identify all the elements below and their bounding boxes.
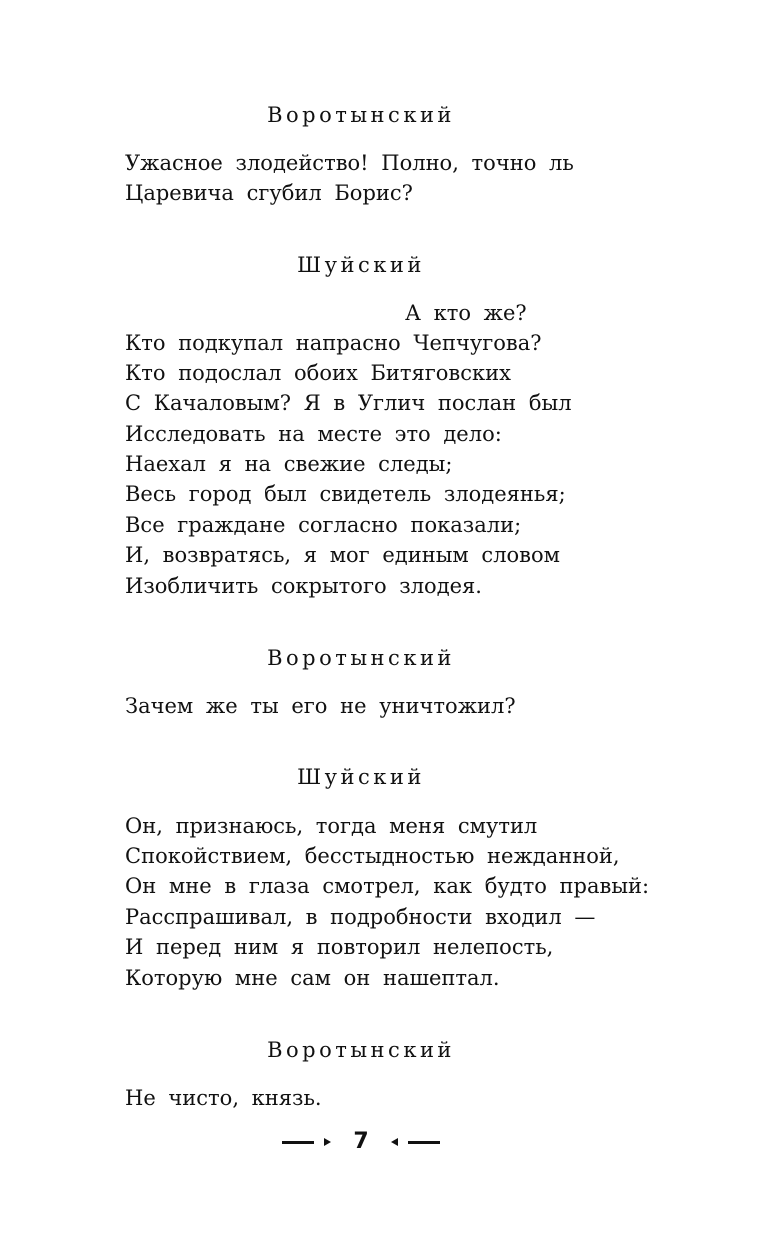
verse-line: Наехал я на свежие следы; xyxy=(125,452,453,476)
verse-line: И перед ним я повторил нелепость, xyxy=(125,935,554,959)
speaker-name: Шуйский xyxy=(297,765,425,789)
page-footer xyxy=(0,1128,722,1156)
verse-line: Расспрашивал, в подробности входил — xyxy=(125,905,596,929)
verse-line: Зачем же ты его не уничтожил? xyxy=(125,694,516,718)
verse-line: Царевича сгубил Борис? xyxy=(125,181,413,205)
verse-line: Ужасное злодейство! Полно, точно ль xyxy=(125,151,574,175)
verse-line: Изобличить сокрытого злодея. xyxy=(125,574,482,598)
page-number: 7 xyxy=(353,1129,369,1154)
verse-line: С Качаловым? Я в Углич послан был xyxy=(125,391,572,415)
verse-line: Не чисто, князь. xyxy=(125,1086,322,1110)
rule-right xyxy=(408,1141,440,1144)
verse-line: Спокойствием, бесстыдностью нежданной, xyxy=(125,844,620,868)
arrow-right-icon xyxy=(324,1138,331,1146)
verse-line: Кто подкупал напрасно Чепчугова? xyxy=(125,331,542,355)
verse-line: Исследовать на месте это дело: xyxy=(125,422,502,446)
speaker-name: Воротынский xyxy=(267,1038,455,1062)
speaker-name: Воротынский xyxy=(267,103,455,127)
speaker-name: Шуйский xyxy=(297,253,425,277)
verse-line: Он мне в глаза смотрел, как будто правый: xyxy=(125,874,650,898)
speaker-name: Воротынский xyxy=(267,646,455,670)
rule-left xyxy=(282,1141,314,1144)
verse-line: Он, признаюсь, тогда меня смутил xyxy=(125,814,538,838)
verse-line: И, возвратясь, я мог единым словом xyxy=(125,543,560,567)
arrow-left-icon xyxy=(391,1138,398,1146)
verse-line: Все граждане согласно показали; xyxy=(125,513,522,537)
verse-line: Которую мне сам он нашептал. xyxy=(125,966,500,990)
verse-line: Кто подослал обоих Битяговских xyxy=(125,361,511,385)
verse-line-continuation: А кто же? xyxy=(405,301,527,325)
verse-line: Весь город был свидетель злодеянья; xyxy=(125,482,566,506)
